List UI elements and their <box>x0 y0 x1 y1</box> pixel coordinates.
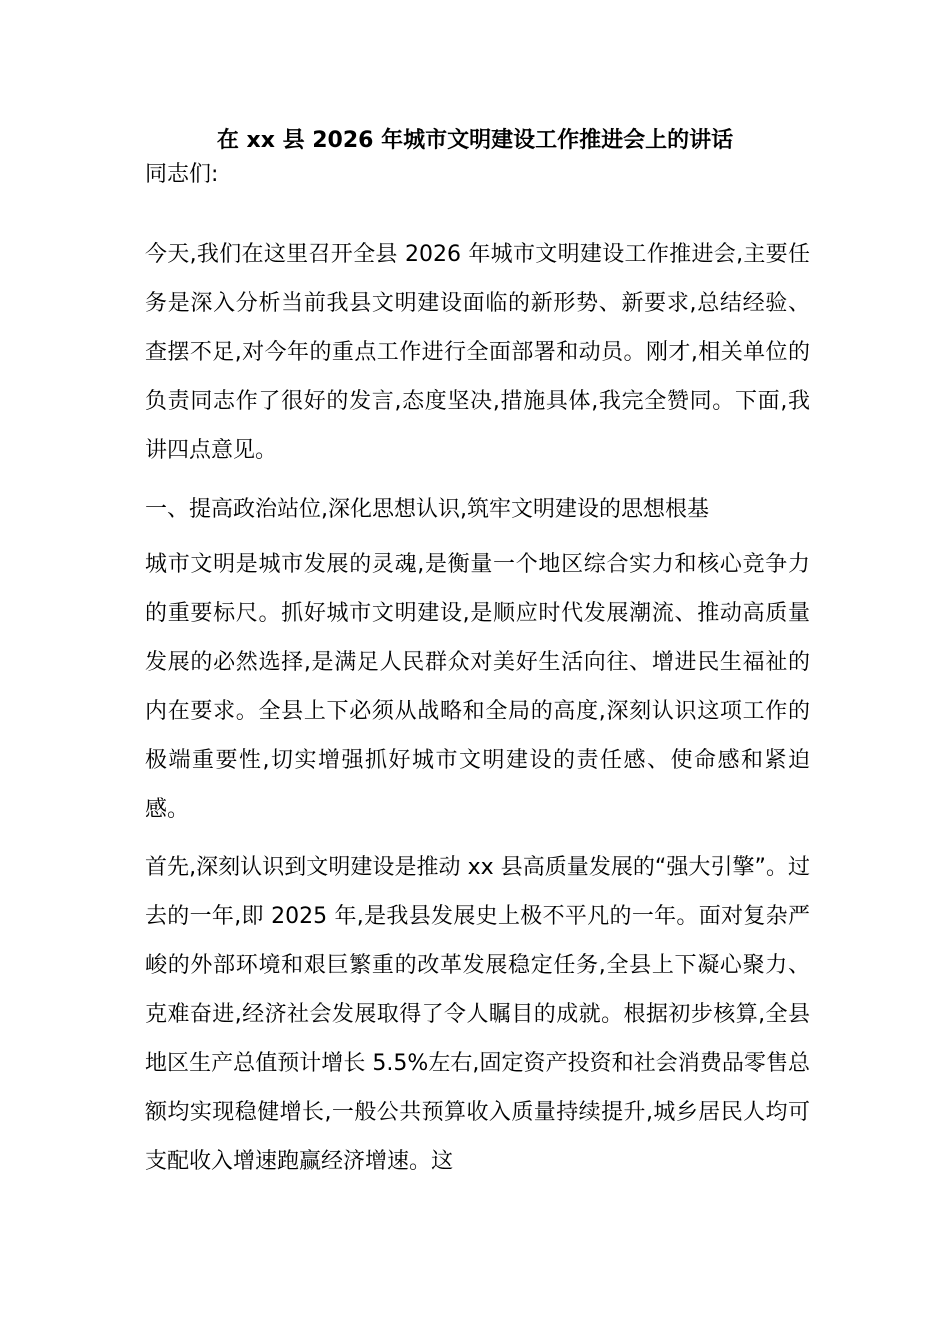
salutation: 同志们: <box>145 162 219 187</box>
paragraph-intro: 今天,我们在这里召开全县 2026 年城市文明建设工作推进会,主要任务是深入分析当前我县文明建设面临的新形势、新要求,总结经验、查摆不足,对今年的重点工作进行全面部署和动员。刚才,相关单位的负责同志作了很好的发言,态度坚决,措施具体,我完全赞同。下面,我讲四点意见。 <box>145 242 810 463</box>
paragraph-development: 首先,深刻认识到文明建设是推动 xx 县高质量发展的“强大引擎”。过去的一年,即 2025 年,是我县发展史上极不平凡的一年。面对复杂严峻的外部环境和艰巨繁重的改革发展稳定任务,全县上下凝心聚力、克难奋进,经济社会发展取得了令人瞩目的成就。根据初步核算,全县地区生产总值预计增长 5.5%左右,固定资产投资和社会消费品零售总额均实现稳健增长,一般公共预算收入质量持续提升,城乡居民人均可支配收入增速跑赢经济增速。这 <box>145 855 810 1174</box>
document-title: 在 xx 县 2026 年城市文明建设工作推进会上的讲话 <box>216 128 734 153</box>
section-heading-1: 一、提高政治站位,深化思想认识,筑牢文明建设的思想根基 <box>145 497 709 522</box>
paragraph-civilization: 城市文明是城市发展的灵魂,是衡量一个地区综合实力和核心竞争力的重要标尺。抓好城市文明建设,是顺应时代发展潮流、推动高质量发展的必然选择,是满足人民群众对美好生活向往、增进民生福祉的内在要求。全县上下必须从战略和全局的高度,深刻认识这项工作的极端重要性,切实增强抓好城市文明建设的责任感、使命感和紧迫感。 <box>145 552 810 822</box>
